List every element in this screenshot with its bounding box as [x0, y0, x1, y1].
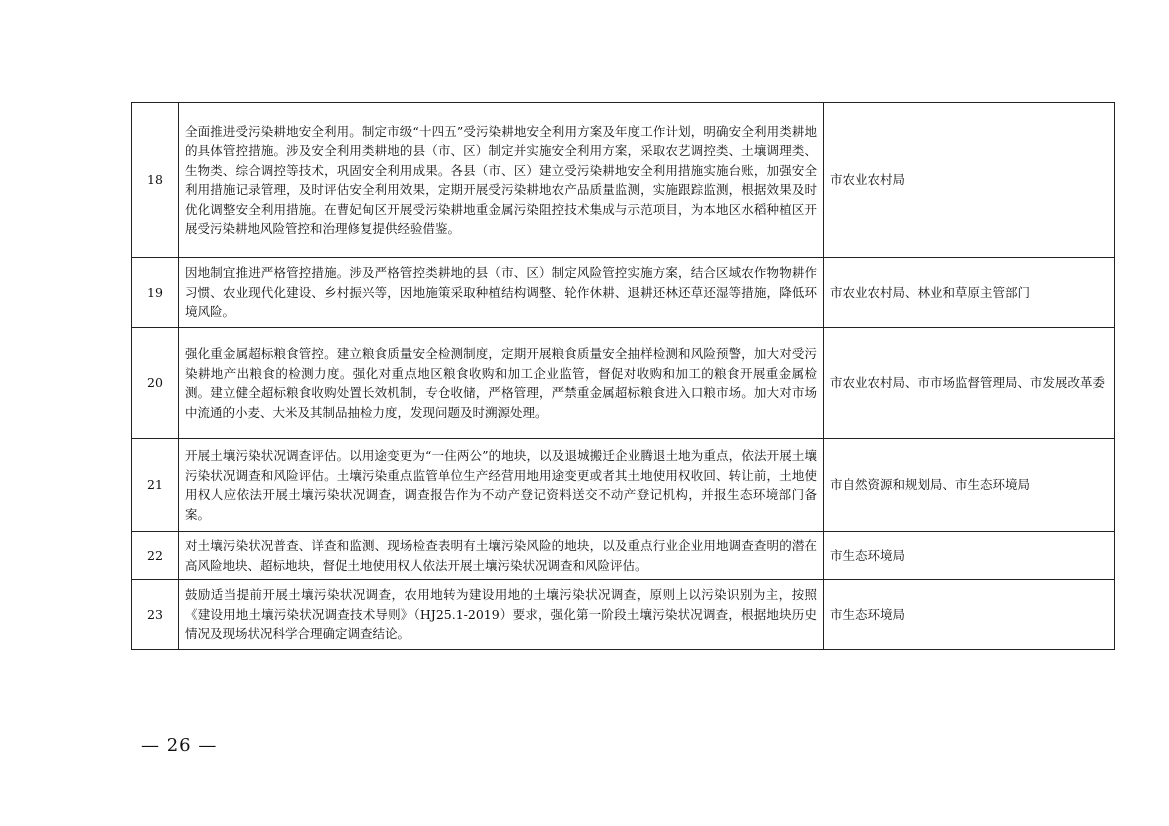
task-description: 对土壤污染状况普查、详查和监测、现场检查表明有土壤污染风险的地块，以及重点行业企业用地调查查明的潜在高风险地块、超标地块，督促土地使用权人依法开展土壤污染状况调查和风险评估。: [179, 532, 824, 580]
table-row: [132, 532, 1115, 580]
responsible-department: 市自然资源和规划局、市生态环境局: [824, 439, 1115, 532]
row-number: 20: [132, 328, 179, 439]
table-row: [132, 439, 1115, 532]
responsible-department: 市农业农村局、市市场监督管理局、市发展改革委: [824, 328, 1115, 439]
table-row: [132, 258, 1115, 328]
task-description: 强化重金属超标粮食管控。建立粮食质量安全检测制度，定期开展粮食质量安全抽样检测和风险预警，加大对受污染耕地产出粮食的检测力度。强化对重点地区粮食收购和加工企业监管，督促对收购和加工的粮食开展重金属检测。建立健全超标粮食收购处置长效机制，专仓收储，严格管理，严禁重金属超标粮食进入口粮市场。加大对市场中流通的小麦、大米及其制品抽检力度，发现问题及时溯源处理。: [179, 328, 824, 439]
responsible-department: 市生态环境局: [824, 532, 1115, 580]
row-number: 23: [132, 580, 179, 650]
responsible-department: 市农业农村局: [824, 103, 1115, 258]
task-description: 因地制宜推进严格管控措施。涉及严格管控类耕地的县（市、区）制定风险管控实施方案，结合区域农作物物耕作习惯、农业现代化建设、乡村振兴等，因地施策采取种植结构调整、轮作休耕、退耕还林还草还湿等措施，降低环境风险。: [179, 258, 824, 328]
row-number: 22: [132, 532, 179, 580]
page-number: — 26 —: [141, 735, 218, 756]
table-row: [132, 103, 1115, 258]
table-row: [132, 328, 1115, 439]
measures-table: [131, 102, 1115, 650]
task-description: 全面推进受污染耕地安全利用。制定市级“十四五”受污染耕地安全利用方案及年度工作计划，明确安全利用类耕地的具体管控措施。涉及安全利用类耕地的县（市、区）制定并实施安全利用方案，采取农艺调控类、土壤调理类、生物类、综合调控等技术，巩固安全利用成果。各县（市、区）建立受污染耕地安全利用措施实施台账，加强安全利用措施记录管理，及时评估安全利用效果，定期开展受污染耕地农产品质量监测，实施跟踪监测，根据效果及时优化调整安全利用措施。在曹妃甸区开展受污染耕地重金属污染阻控技术集成与示范项目，为本地区水稻种植区开展受污染耕地风险管控和治理修复提供经验借鉴。: [179, 103, 824, 258]
table-row: [132, 580, 1115, 650]
responsible-department: 市农业农村局、林业和草原主管部门: [824, 258, 1115, 328]
row-number: 19: [132, 258, 179, 328]
row-number: 21: [132, 439, 179, 532]
responsible-department: 市生态环境局: [824, 580, 1115, 650]
row-number: 18: [132, 103, 179, 258]
task-description: 鼓励适当提前开展土壤污染状况调查，农用地转为建设用地的土壤污染状况调查，原则上以污染识别为主，按照《建设用地土壤污染状况调查技术导则》（HJ25.1-2019）要求，强化第一阶段土壤污染状况调查，根据地块历史情况及现场状况科学合理确定调查结论。: [179, 580, 824, 650]
task-description: 开展土壤污染状况调查评估。以用途变更为“一住两公”的地块，以及退城搬迁企业腾退土地为重点，依法开展土壤污染状况调查和风险评估。土壤污染重点监管单位生产经营用地用途变更或者其土地使用权收回、转让前，土地使用权人应依法开展土壤污染状况调查，调查报告作为不动产登记资料送交不动产登记机构，并报生态环境部门备案。: [179, 439, 824, 532]
